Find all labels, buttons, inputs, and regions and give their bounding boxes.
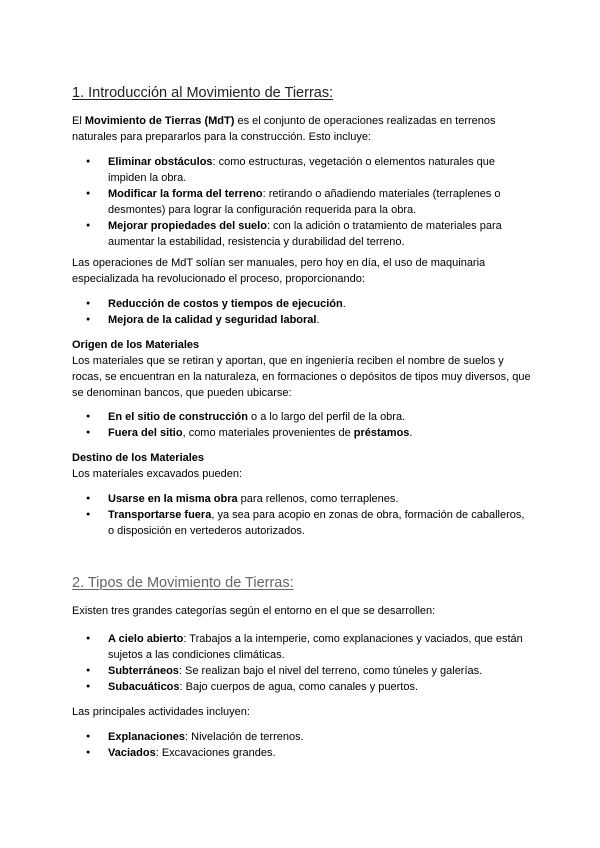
list-item-text: : con la adición o tratamiento de materiales para aumentar la estabilidad, resistencia y durabilidad del terreno.: [108, 220, 502, 248]
list-item-text: o a lo largo del perfil de la obra.: [247, 411, 406, 423]
list-item: [72, 507, 532, 539]
s2-para-2: Las principales actividades incluyen:: [72, 706, 250, 718]
list-item: [72, 218, 532, 250]
list-item-text: : Se realizan bajo el nivel del terreno, como túneles y galerías.: [178, 665, 483, 677]
list-item-text: , ya sea para acopio en zonas de obra, formación de caballeros, o disposición en vertederos autorizados.: [108, 509, 525, 537]
origen-text: Los materiales que se retiran y aportan, que en ingeniería reciben el nombre de suelos y rocas, se encuentran en la naturaleza, en formaciones o depósitos de tipos muy diversos, que se denominan bancos, que pueden ubicarse:: [72, 355, 531, 399]
s2-list-1: [72, 631, 532, 695]
list-item-bold: Transportarse fuera: [108, 509, 212, 521]
s1-list-4: [72, 491, 532, 539]
s1-intro-bold: Movimiento de Tierras (MdT): [84, 115, 235, 127]
section-2-title: 2. Tipos de Movimiento de Tierras:: [72, 575, 294, 591]
list-item: [72, 409, 532, 425]
s2-intro: Existen tres grandes categorías según el entorno en el que se desarrollen:: [72, 605, 436, 617]
list-item: [72, 745, 532, 761]
list-item-text: : Bajo cuerpos de agua, como canales y puertos.: [179, 681, 419, 693]
list-item-text: para rellenos, como terraplenes.: [237, 493, 399, 505]
list-item-bold: Modificar la forma del terreno: [108, 188, 263, 200]
list-item-bold: Subterráneos: [108, 665, 179, 677]
list-item-bold: A cielo abierto: [108, 633, 184, 645]
list-item-bold: Eliminar obstáculos: [108, 156, 213, 168]
s2-list-2: [72, 729, 532, 761]
s1-intro: [72, 113, 532, 145]
list-item-bold: Subacuáticos: [108, 681, 180, 693]
list-item-text: , como materiales provenientes de: [182, 427, 354, 439]
s1-list-1: [72, 154, 532, 250]
list-item-text: : retirando o añadiendo materiales (terraplenes o desmontes) para lograr la configuración requerida para la obra.: [108, 188, 501, 216]
list-item-bold: Fuera del sitio: [108, 427, 183, 439]
list-item-bold: Mejora de la calidad y seguridad laboral: [108, 314, 317, 326]
list-item-bold: Reducción de costos y tiempos de ejecución: [108, 298, 343, 310]
s1-list-3: [72, 409, 532, 441]
list-item-bold: Vaciados: [108, 747, 156, 759]
section-1-title: 1. Introducción al Movimiento de Tierras:: [72, 85, 334, 101]
list-item: [72, 296, 532, 312]
list-item: [72, 425, 532, 441]
list-item-bold: Mejorar propiedades del suelo: [108, 220, 267, 232]
destino-title: Destino de los Materiales: [72, 452, 205, 464]
s1-intro-c: es el conjunto de operaciones realizadas en terrenos naturales para prepararlos para la construcción. Esto incluye:: [72, 115, 496, 143]
list-item-text: .: [342, 298, 346, 310]
list-item: [72, 186, 532, 218]
s1-para-2: Las operaciones de MdT solían ser manuales, pero hoy en día, el uso de maquinaria especializada ha revolucionado el proceso, proporcionando:: [72, 257, 486, 285]
list-item: [72, 312, 532, 328]
list-item-text: : Trabajos a la intemperie, como explanaciones y vaciados, que están sujetos a las condiciones climáticas.: [108, 633, 523, 661]
list-item-bold: En el sitio de construcción: [108, 411, 248, 423]
list-item-text: : Nivelación de terrenos.: [185, 731, 304, 743]
list-item-text: : como estructuras, vegetación o elementos naturales que impiden la obra.: [108, 156, 496, 184]
list-item: [72, 663, 532, 679]
list-item: [72, 154, 532, 186]
list-item-bold: Usarse en la misma obra: [108, 493, 238, 505]
list-item-bold-2: préstamos: [353, 427, 410, 439]
list-item: [72, 491, 532, 507]
list-item-text: .: [316, 314, 320, 326]
list-item-text-2: .: [409, 427, 413, 439]
s1-intro-a: El: [72, 115, 85, 127]
list-item: [72, 679, 532, 695]
list-item: [72, 631, 532, 663]
s1-list-2: [72, 296, 532, 328]
list-item: [72, 729, 532, 745]
list-item-bold: Explanaciones: [108, 731, 186, 743]
list-item-text: : Excavaciones grandes.: [155, 747, 276, 759]
origen-title: Origen de los Materiales: [72, 339, 200, 351]
destino-text: Los materiales excavados pueden:: [72, 468, 242, 480]
